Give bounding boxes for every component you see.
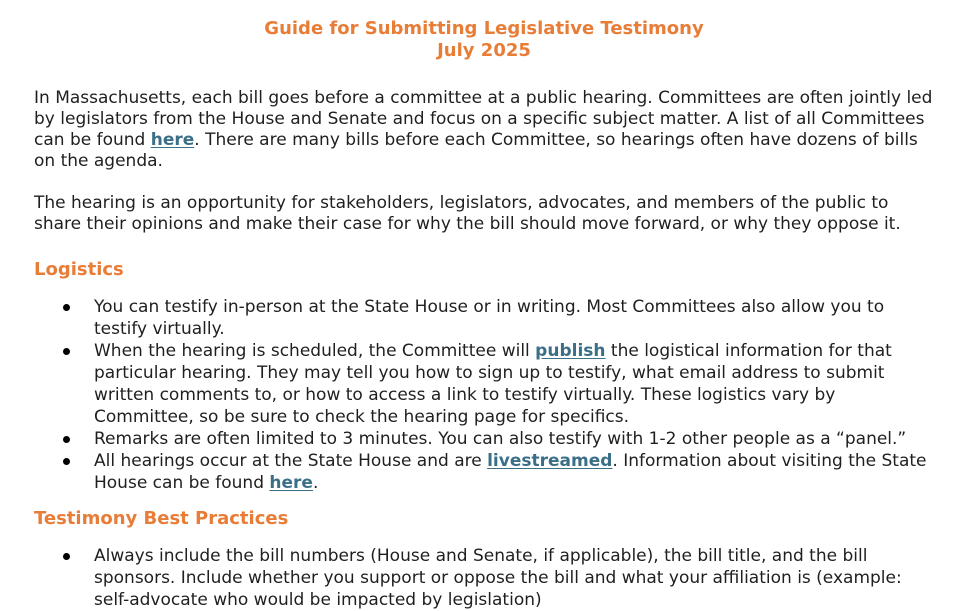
document-page	[34, 18, 934, 611]
logistics-item-1	[34, 296, 934, 340]
logistics-item-4	[34, 450, 934, 494]
bullet-icon	[63, 553, 70, 560]
logistics-item-3-text: Remarks are often limited to 3 minutes. You can also testify with 1-2 other people as a “panel.”	[94, 429, 907, 449]
intro-paragraph-1	[34, 88, 934, 172]
title-line-1: Guide for Submitting Legislative Testimony	[264, 18, 704, 39]
committees-list-link[interactable]: here	[150, 130, 195, 150]
best-practices-item-1-text: Always include the bill numbers (House and Senate, if applicable), the bill title, and the bill sponsors. Include whether you support or oppose the bill and what your affiliation is (example: self-advocate who would be impacted by legislation)	[94, 546, 902, 610]
title-line-2: July 2025	[437, 40, 531, 61]
document-title	[34, 18, 934, 62]
best-practices-heading: Testimony Best Practices	[34, 508, 289, 529]
intro-paragraph-2: The hearing is an opportunity for stakeholders, legislators, advocates, and members of the public to share their opinions and make their case for why the bill should move forward, or why they oppose it.	[34, 193, 901, 234]
logistics-item-4-text-c: .	[312, 473, 319, 493]
publish-link[interactable]: publish	[535, 341, 606, 361]
logistics-item-4-text-a: All hearings occur at the State House and are	[94, 451, 488, 471]
logistics-item-1-text: You can testify in-person at the State House or in writing. Most Committees also allow you to testify virtually.	[94, 297, 885, 339]
logistics-item-2-text-b: the logistical information for that particular hearing. They may tell you how to sign up to testify, what email address to submit written comments to, or how to access a link to testify virtually. These logistics vary by Committee, so be sure to check the hearing page for specifics.	[94, 341, 892, 427]
bullet-icon	[63, 458, 70, 465]
bullet-icon	[63, 436, 70, 443]
bullet-icon	[63, 304, 70, 311]
logistics-item-4-text-b: . Information about visiting the State House can be found	[94, 451, 927, 493]
intro-text-a: In Massachusetts, each bill goes before a committee at a public hearing. Committees are often jointly led by legislators from the House and Senate and focus on a specific subject matter. A list of all Committees can be found	[34, 88, 933, 150]
logistics-item-2	[34, 340, 934, 428]
logistics-item-3	[34, 428, 934, 450]
logistics-heading: Logistics	[34, 259, 124, 280]
livestreamed-link[interactable]: livestreamed	[487, 451, 613, 471]
visiting-state-house-link[interactable]: here	[269, 473, 313, 493]
intro-text-b: . There are many bills before each Committee, so hearings often have dozens of bills on the agenda.	[34, 130, 918, 171]
logistics-item-2-text-a: When the hearing is scheduled, the Committee will	[94, 341, 536, 361]
logistics-list	[34, 296, 934, 494]
best-practices-list	[34, 545, 934, 611]
bullet-icon	[63, 348, 70, 355]
best-practices-item-1	[34, 545, 934, 611]
